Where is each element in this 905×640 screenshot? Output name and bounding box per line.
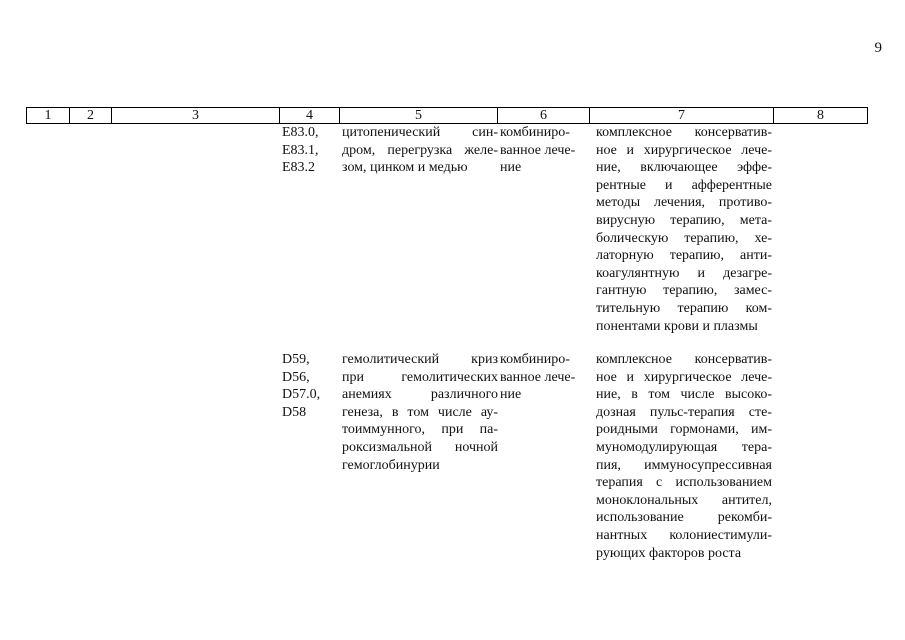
cell-line: D59, [282,352,310,367]
cell-line: комбиниро- [500,125,570,140]
cell-line: пия, иммуносупрессивная [596,457,772,473]
row1-treatment-type [500,124,592,177]
row2-treatment-method [596,351,772,562]
cell-line: ние, в том числе высоко- [596,387,772,403]
row2-treatment-type [500,351,592,404]
header-cell-1: 1 [44,108,52,123]
cell-line: муномодулирующая тера- [596,439,772,455]
cell-line: понентами крови и плазмы [596,318,758,334]
cell-line: роидными гормонами, им- [596,422,772,438]
header-cell-5: 5 [339,108,497,123]
row1-treatment-method [596,124,772,335]
cell-line: ние [500,387,522,403]
cell-line: комплексное консерватив- [596,352,772,367]
cell-line: вирусную терапию, мета- [596,212,772,228]
cell-line: комплексное консерватив- [596,125,772,140]
cell-line: E83.1, [282,142,319,158]
cell-line: E83.2 [282,160,316,176]
row1-diagnosis [342,124,498,177]
cell-line: терапия с использованием [596,475,772,491]
cell-line: моноклональных антител, [596,492,772,508]
cell-line: ное и хирургическое лече- [596,142,772,158]
cell-line: D56, [282,369,310,385]
cell-line: ние [500,160,522,176]
cell-line: ванное лече- [500,142,576,158]
table-header-row [26,107,868,124]
cell-line: болическую терапию, хе- [596,230,772,246]
row2-diagnosis [342,351,498,474]
cell-line: дозная пульс-терапия сте- [596,404,772,420]
cell-line: нантных колониестимули- [596,527,772,543]
header-cell-4: 4 [279,108,339,123]
cell-line: ние, включающее эффе- [596,160,772,176]
cell-line: при гемолитических [342,369,498,385]
cell-line: методы лечения, противо- [596,195,772,211]
cell-line: D58 [282,404,307,420]
row2-codes [282,351,338,421]
cell-line: тительную терапию ком- [596,300,772,316]
cell-line: роксизмальной ночной [342,439,498,455]
cell-line: гантную терапию, замес- [596,283,772,299]
header-cell-6: 6 [497,108,589,123]
cell-line: ванное лече- [500,369,576,385]
cell-line: анемиях различного [342,387,498,403]
cell-line: ное и хирургическое лече- [596,369,772,385]
cell-line: генеза, в том числе ау- [342,404,498,420]
cell-line: E83.0, [282,125,319,140]
row1-codes [282,124,338,177]
cell-line: использование рекомби- [596,510,772,526]
header-cell-7: 7 [589,108,773,123]
page-number: 9 [874,40,882,56]
header-cell-3: 3 [111,108,279,123]
cell-line: гемолитический криз [342,352,498,367]
header-cell-8: 8 [773,108,867,123]
cell-line: латорную терапию, анти- [596,248,772,264]
cell-line: рентные и афферентные [596,177,772,193]
cell-line: комбиниро- [500,352,570,367]
cell-line: рующих факторов роста [596,545,742,561]
cell-line: коагулянтную и дезагре- [596,265,772,281]
header-cell-2: 2 [69,108,111,123]
cell-line: гемоглобинурии [342,457,440,473]
cell-line: D57.0, [282,387,321,403]
cell-line: цитопенический син- [342,125,498,140]
cell-line: зом, цинком и медью [342,160,468,176]
cell-line: тоиммунного, при па- [342,422,498,438]
cell-line: дром, перегрузка желе- [342,142,498,158]
